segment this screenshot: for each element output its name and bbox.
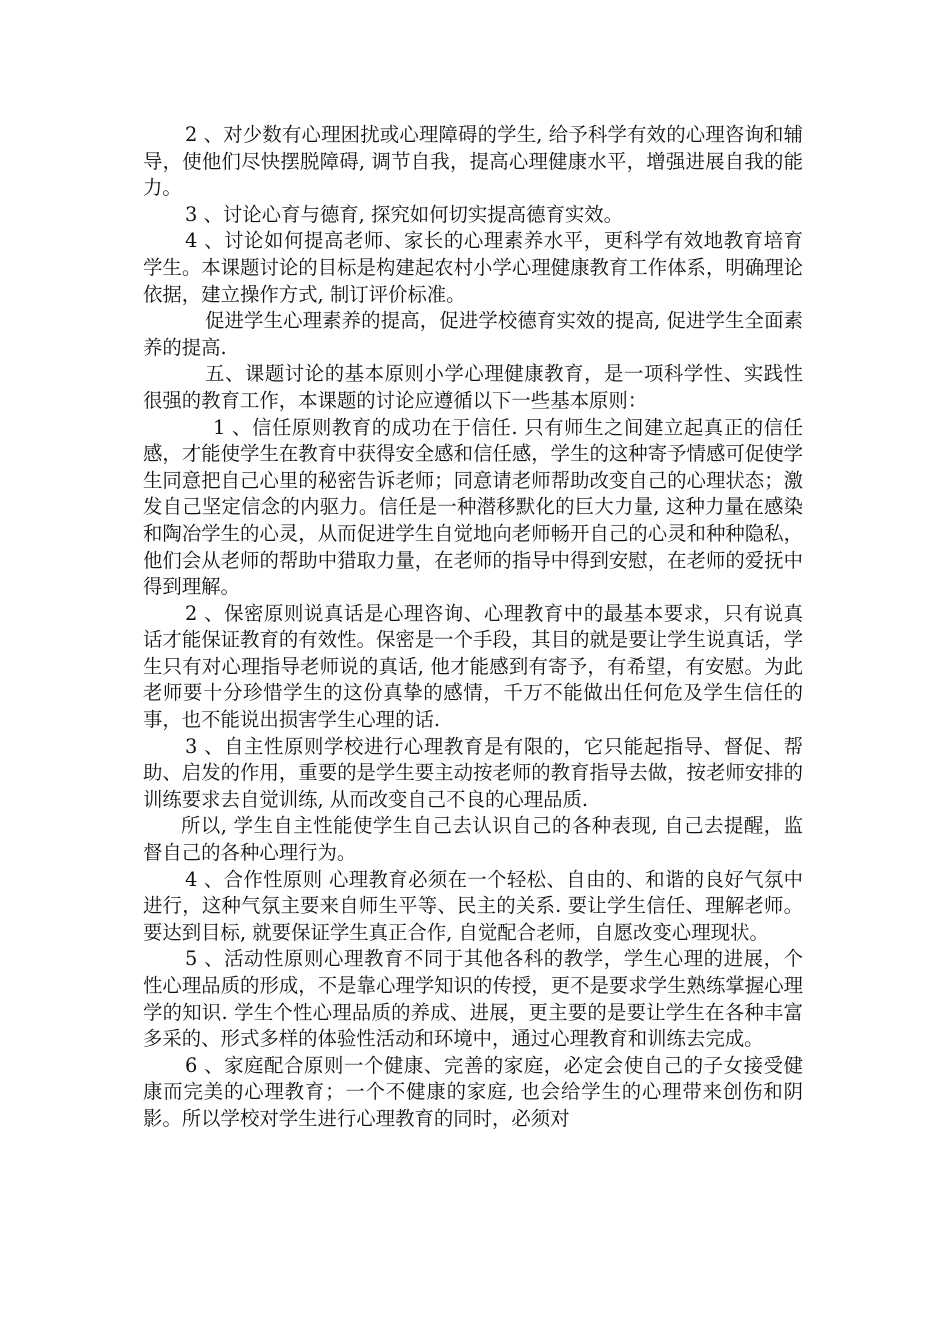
paragraph-item-3: 3 、讨论心育与德育, 探究如何切实提高德育实效。 (185, 202, 624, 226)
paragraph-promote: 促进学生心理素养的提高，促进学校德育实效的提高, 促进学生全面素养的提高. (143, 309, 803, 359)
autonomy-conclusion-paragraph: 所以, 学生自主性能使学生自己去认识自己的各种表现, 自己去提醒，监督自己的各种心理行为。 (143, 814, 803, 865)
principle-trust-paragraph: 1 、信任原则教育的成功在于信任. 只有师生之间建立起真正的信任感，才能使学生在教育中获得安全感和信任感，学生的这种寄予情感可促使学生同意把自己心里的秘密告诉老师；同意请老师帮助改变自己的心理状态；激发自己坚定信念的内驱力。信任是一种潜移默化的巨大力量, 这种力量在感染和陶冶学生的心灵，从而促进学生自觉地向老师畅开自己的心灵和种种隐私，他们会从老师的帮助中猎取力量，在老师的指导中得到安慰，在老师的爱抚中得到理解。 (143, 415, 803, 599)
principle-activity-paragraph: 5 、活动性原则心理教育不同于其他各科的教学，学生心理的进展，个性心理品质的形成，不是靠心理学知识的传授，更不是要求学生熟练掌握心理学的知识. 学生个性心理品质的养成、进展，更主要的是要让学生在各种丰富多采的、形式多样的体验性活动和环境中，通过心理教育和训练去完成。 (143, 947, 803, 1051)
principle-family-paragraph: 6 、家庭配合原则一个健康、完善的家庭，必定会使自己的子女接受健康而完美的心理教育；一个不健康的家庭, 也会给学生的心理带来创伤和阴影。所以学校对学生进行心理教育的同时，必须对 (143, 1053, 803, 1130)
paragraph-item-4: 4 、讨论如何提高老师、家长的心理素养水平，更科学有效地教育培育学生。本课题讨论的目标是构建起农村小学心理健康教育工作体系，明确理论依据，建立操作方式, 制订评价标准。 (143, 229, 803, 306)
principle-confidentiality-paragraph: 2 、保密原则说真话是心理咨询、心理教育中的最基本要求，只有说真话才能保证教育的有效性。保密是一个手段，其目的就是要让学生说真话，学生只有对心理指导老师说的真话, 他才能感到有寄予，有希望，有安慰。为此老师要十分珍惜学生的这份真挚的感情，千万不能做出任何危及学生信任的事，也不能说出损害学生心理的话. (143, 601, 803, 732)
section-five-heading-paragraph: 五、课题讨论的基本原则小学心理健康教育，是一项科学性、实践性很强的教育工作，本课题的讨论应遵循以下一些基本原则： (143, 362, 803, 412)
paragraph-item-2: 2 、对少数有心理困扰或心理障碍的学生, 给予科学有效的心理咨询和辅导，使他们尽快摆脱障碍, 调节自我，提高心理健康水平，增强进展自我的能力。 (143, 123, 803, 200)
document-body (143, 122, 803, 1133)
principle-autonomy-paragraph: 3 、自主性原则学校进行心理教育是有限的，它只能起指导、督促、帮助、启发的作用，重要的是学生要主动按老师的教育指导去做，按老师安排的训练要求去自觉训练, 从而改变自己不良的心理品质. (143, 734, 803, 811)
principle-cooperation-paragraph: 4 、合作性原则 心理教育必须在一个轻松、自由的、和谐的良好气氛中进行，这种气氛主要来自师生平等、民主的关系. 要让学生信任、理解老师。要达到目标, 就要保证学生真正合作, 自觉配合老师，自愿改变心理现状。 (143, 867, 803, 944)
